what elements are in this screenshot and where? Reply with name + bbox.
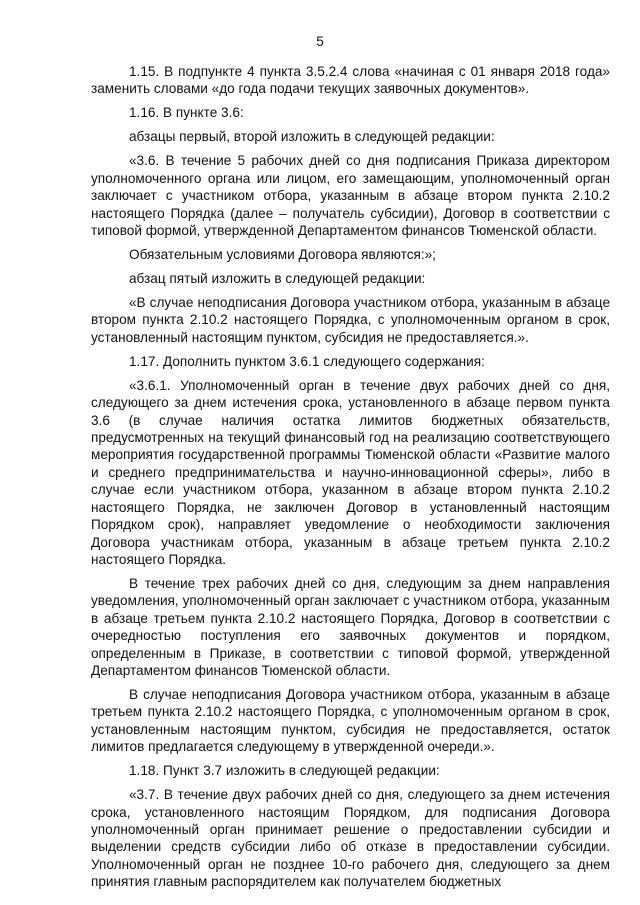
paragraph-3-6-1-second: В течение трех рабочих дней со дня, следующим за днем направления уведомления, уполномоченный орган заключает с участником отбора, указанным в абзаце третьем пункта 2.10.2 настоящего Порядка, Договор в соответствии с очередностью поступления его заявочных документов и порядком, определенным в Приказе, в соответствии с типовой формой, утвержденной Департаментом финансов Тюменской области. <box>91 575 610 678</box>
paragraph-3-6: «3.6. В течение 5 рабочих дней со дня подписания Приказа директором уполномоченного органа или лицом, его замещающим, уполномоченный орган заключает с участником отбора, указанным в абзаце втором пункта 2.10.2 настоящего Порядка (далее – получатель субсидии), Договор в соответствии с типовой формой, утвержденной Департаментом финансов Тюменской области. <box>91 153 610 239</box>
paragraph-1-16-intro: абзацы первый, второй изложить в следующей редакции: <box>129 129 495 145</box>
page-number: 5 <box>316 34 324 49</box>
paragraph-1-17: 1.17. Дополнить пунктом 3.6.1 следующего содержания: <box>129 353 485 369</box>
paragraph-1-18: 1.18. Пункт 3.7 изложить в следующей редакции: <box>129 763 440 779</box>
paragraph-fifth-intro: абзац пятый изложить в следующей редакции: <box>129 271 426 287</box>
paragraph-3-6-conditions: Обязательным условиями Договора являются:»; <box>129 247 436 263</box>
paragraph-3-6-1-third: В случае неподписания Договора участником отбора, указанным в абзаце третьем пункта 2.10.2 настоящего Порядка, с уполномоченным органом в срок, установленным настоящим пунктом, субсидия не предоставляется, остаток лимитов предлагается следующему в утвержденной очереди.». <box>91 686 610 755</box>
paragraph-1-15: 1.15. В подпункте 4 пункта 3.5.2.4 слова «начиная с 01 января 2018 года» заменить словами «до года подачи текущих заявочных документов». <box>91 64 610 97</box>
paragraph-1-16: 1.16. В пункте 3.6: <box>129 105 244 121</box>
paragraph-fifth-text: «В случае неподписания Договора участником отбора, указанным в абзаце втором пункта 2.10.2 настоящего Порядка, с уполномоченным органом в срок, установленный настоящим пунктом, субсидия не предоставляется.». <box>91 295 610 345</box>
paragraph-3-7: «3.7. В течение двух рабочих дней со дня, следующего за днем истечения срока, установленного настоящим Порядком, для подписания Договора уполномоченный орган принимает решение о предоставлении субсидии и выделении средств субсидии либо об отказе в предоставлении субсидии. Уполномоченный орган не позднее 10-го рабочего дня, следующего за днем принятия главным распорядителем как получателем бюджетных <box>91 787 610 890</box>
paragraph-3-6-1: «3.6.1. Уполномоченный орган в течение двух рабочих дней со дня, следующего за днем истечения срока, установленного в абзаце первом пункта 3.6 (в случае наличия остатка лимитов бюджетных обязательств, предусмотренных на текущий финансовый год на реализацию соответствующего мероприятия государственной программы Тюменской области «Развитие малого и среднего предпринимательства и научно-инновационной сферы», либо в случае если участником отбора, указанном в абзаце втором пункта 2.10.2 настоящего Порядка, не заключен Договор в установленный настоящим Порядком срок), направляет уведомление о необходимости заключения Договора участникам отбора, указанным в абзаце третьем пункта 2.10.2 настоящего Порядка. <box>91 377 610 567</box>
document-body <box>91 63 610 897</box>
